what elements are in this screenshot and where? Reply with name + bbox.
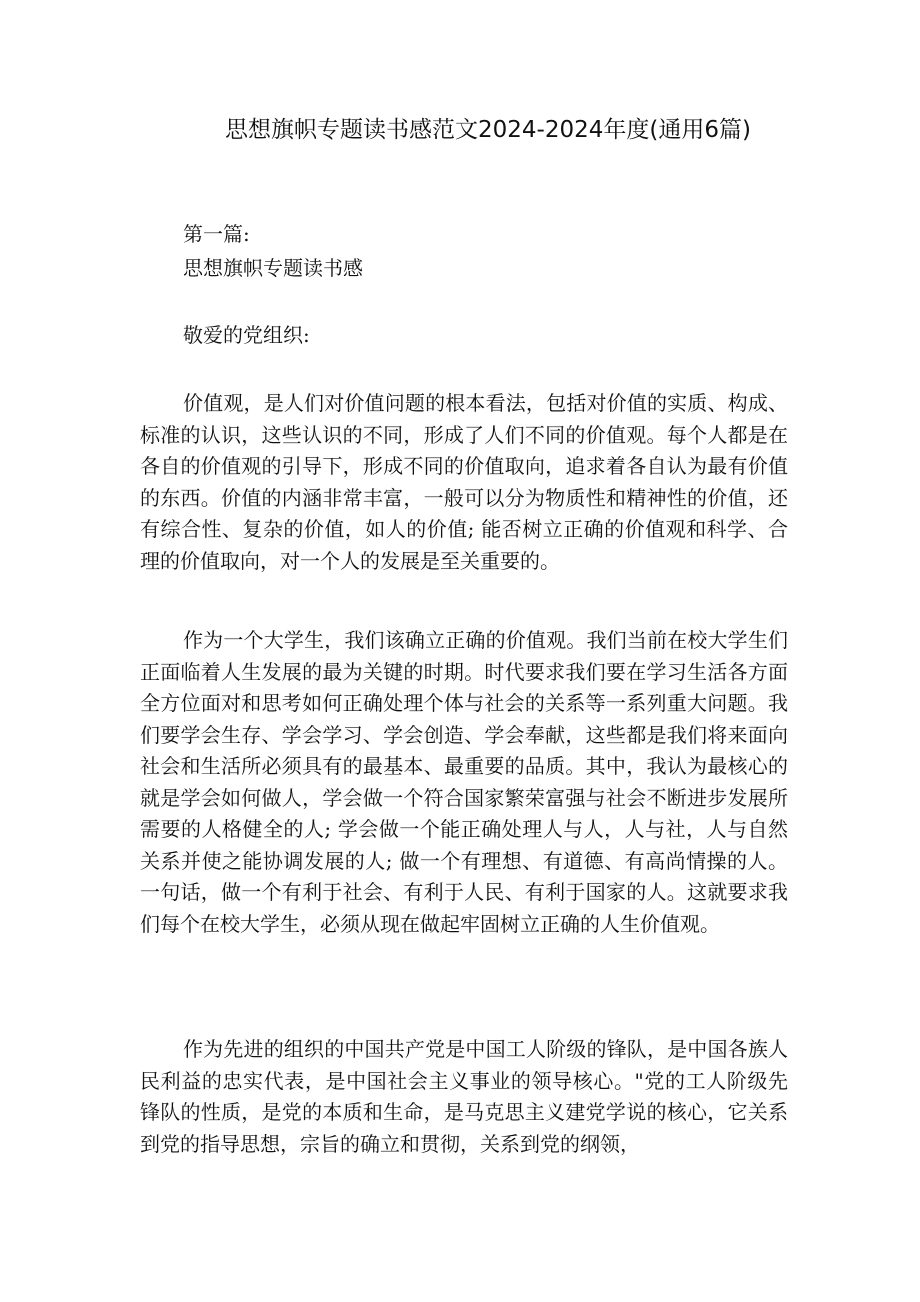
body-paragraph-2: 作为一个大学生，我们该确立正确的价值观。我们当前在校大学生们正面临着人生发展的最为关键的时期。时代要求我们要在学习生活各方面全方位面对和思考如何正确处理个体与社会的关系等一系列重大问题。我们要学会生存、学会学习、学会创造、学会奉献，这些都是我们将来面向社会和生活所必须具有的最基本、最重要的品质。其中，我认为最核心的就是学会如何做人，学会做一个符合国家繁荣富强与社会不断进步发展所需要的人格健全的人; 学会做一个能正确处理人与人，人与社，人与自然关系并使之能协调发展的人; 做一个有理想、有道德、有高尚情操的人。一句话，做一个有利于社会、有利于人民、有利于国家的人。这就要求我们每个在校大学生，必须从现在做起牢固树立正确的人生价值观。 xyxy=(140,628,788,936)
chapter-label: 第一篇: xyxy=(183,222,250,246)
document-title: 思想旗帜专题读书感范文2024-2024年度(通用6篇) xyxy=(225,117,751,143)
body-paragraph-3: 作为先进的组织的中国共产党是中国工人阶级的锋队，是中国各族人民利益的忠实代表，是中国社会主义事业的领导核心。"党的工人阶级先锋队的性质，是党的本质和生命，是马克思主义建党学说的核心，它关系到党的指导思想，宗旨的确立和贯彻，关系到党的纲领， xyxy=(140,1037,788,1156)
body-paragraph-1: 价值观，是人们对价值问题的根本看法，包括对价值的实质、构成、标准的认识，这些认识的不同，形成了人们不同的价值观。每个人都是在各自的价值观的引导下，形成不同的价值取向，追求着各自认为最有价值的东西。价值的内涵非常丰富，一般可以分为物质性和精神性的价值，还有综合性、复杂的价值，如人的价值; 能否树立正确的价值观和科学、合理的价值取向，对一个人的发展是至关重要的。 xyxy=(140,391,788,573)
chapter-title: 思想旗帜专题读书感 xyxy=(183,256,363,280)
salutation: 敬爱的党组织: xyxy=(183,323,310,347)
